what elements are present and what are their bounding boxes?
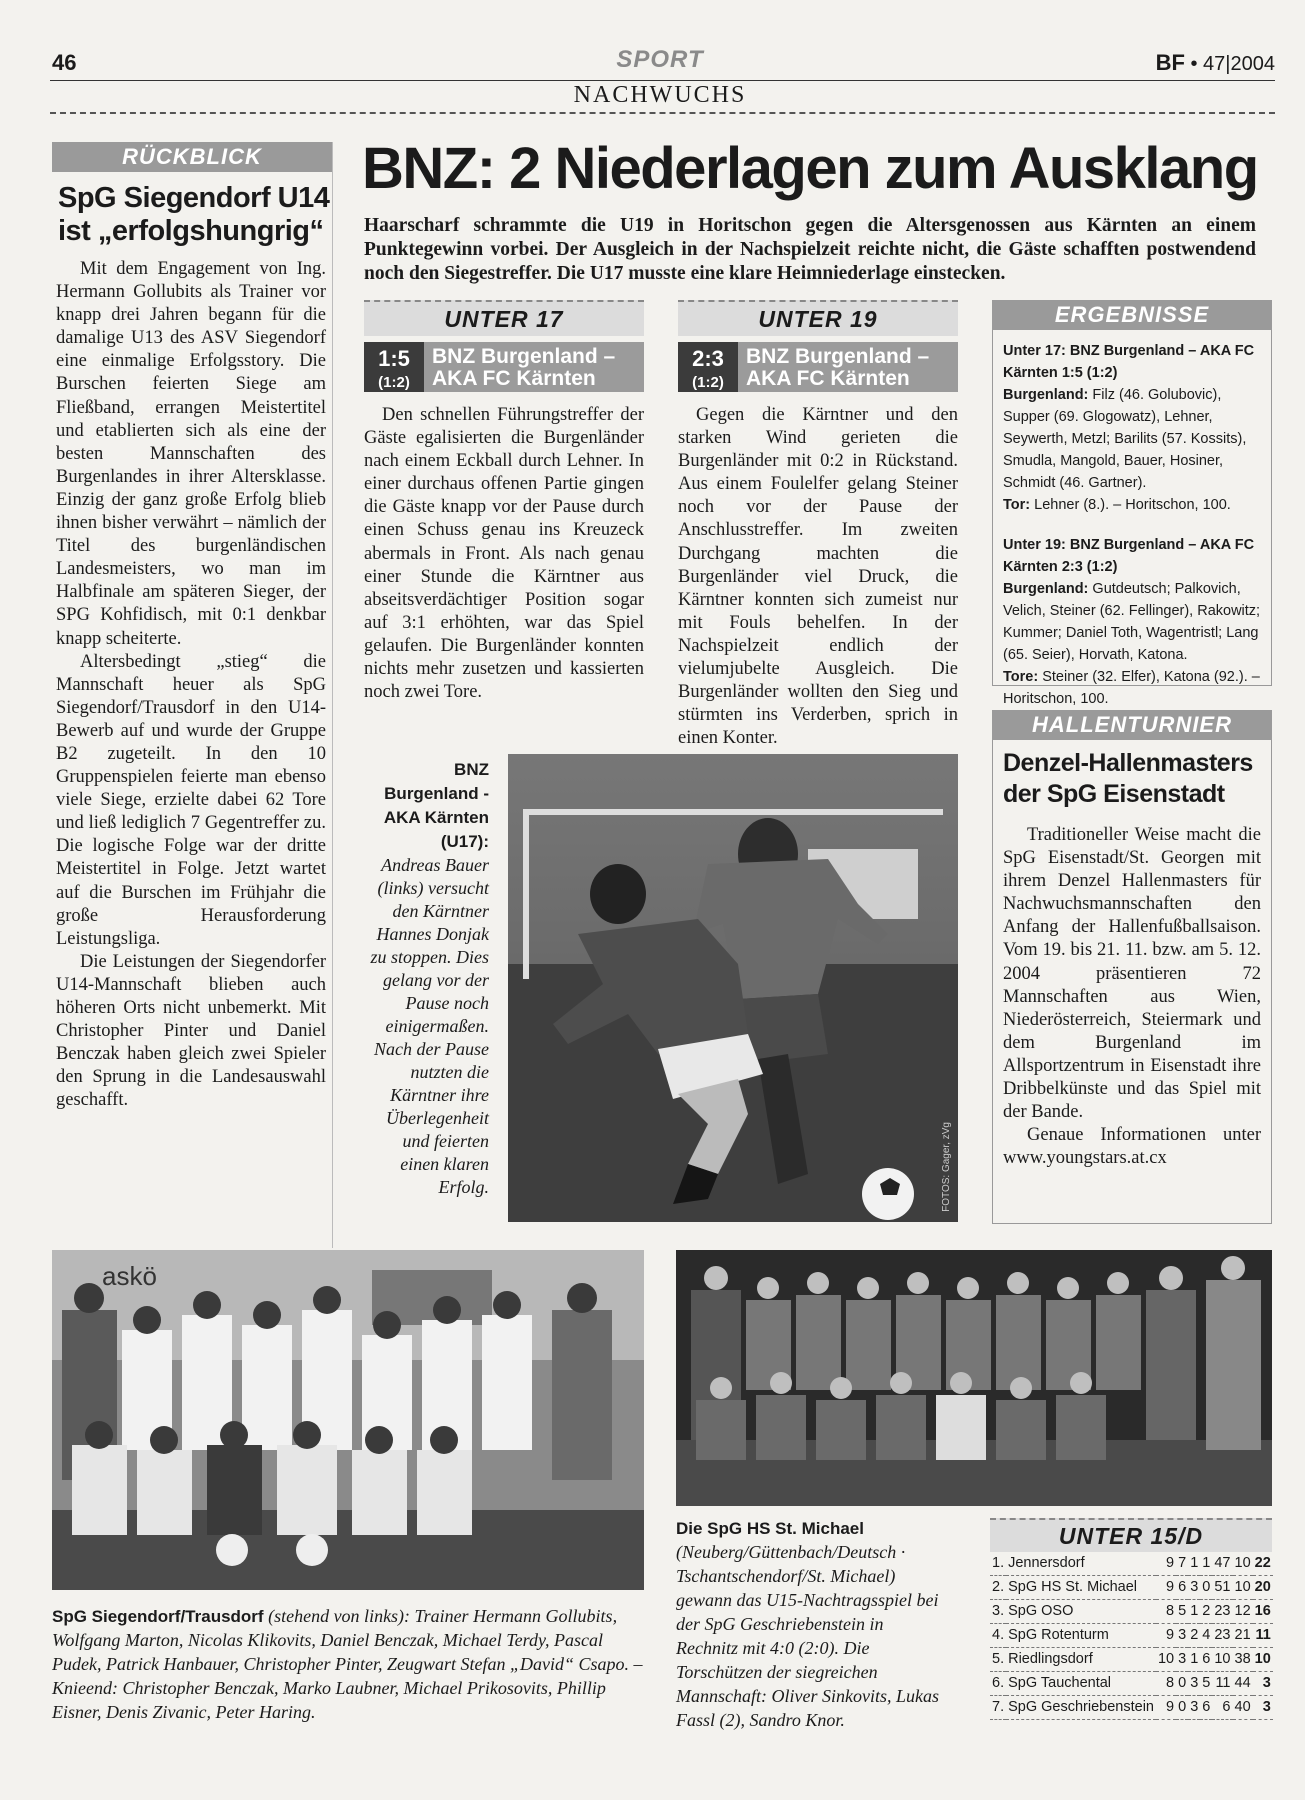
u19-team-line1: BNZ Burgenland – [746, 345, 930, 368]
u19-halftime: (1:2) [692, 374, 724, 391]
u19-results [1003, 534, 1261, 710]
match-photo [508, 754, 958, 1222]
team-caption-st-michael-text: (Neuberg/Güttenbach/Deutsch · Tschantschendorf/St. Michael) gewann das U15-Nachtragsspiel bei der SpG Geschriebenstein in Rechnitz mit 4:0 (2:0). Die Torschützen der siegreichen Mannschaft: Oliver Sinkovits, Lukas Fassl (2), Sandro Knor. [676, 1542, 939, 1730]
match-photo-image [508, 754, 958, 1222]
standings-team: Riedlingsdorf [1006, 1648, 1156, 1672]
hallen-title-line1: Denzel-Hallenmasters [1003, 749, 1253, 777]
u19-lineup: Gutdeutsch; Palkovich, Velich, Steiner (62. Fellinger), Rakowitz; Kummer; Daniel Toth, Wagentristl; Lang (65. Seier), Horvath, Katona. [1003, 581, 1261, 663]
standings-team: Jennersdorf [1006, 1552, 1156, 1576]
u17-halftime: (1:2) [378, 374, 410, 391]
standings-rank: 3. [990, 1600, 1006, 1624]
standings-points: 3 [1253, 1696, 1273, 1720]
standings-wins: 3 [1176, 1624, 1188, 1648]
u17-goals: Lehner (8.). – Horitschon, 100. [1034, 497, 1231, 513]
u19-goals-label: Tore: [1003, 669, 1039, 685]
standings-row [990, 1600, 1273, 1624]
standings-losses: 1 [1200, 1552, 1212, 1576]
u17-text [364, 404, 644, 704]
u17-heading: UNTER 17 [364, 300, 644, 336]
u17-scorebox [364, 342, 644, 392]
standings-draws: 3 [1188, 1696, 1200, 1720]
standings-goals-for: 51 [1212, 1576, 1232, 1600]
standings-goals-against: 40 [1233, 1696, 1253, 1720]
standings-row [990, 1624, 1273, 1648]
hallen-kicker: HALLENTURNIER [992, 710, 1272, 740]
standings-losses: 6 [1200, 1696, 1212, 1720]
main-deck: Haarscharf schrammte die U19 in Horitschon gegen die Altersgenossen aus Kärnten an einem Punktegewinn vorbei. Der Ausgleich in der Nachspielzeit reichte nicht, die Gäste schafften postwendend noch den Siegestreffer. Die U17 musste eine klare Heimniederlage einstecken. [364, 215, 1256, 284]
standings-team: SpG Tauchental [1006, 1672, 1156, 1696]
standings-wins: 7 [1176, 1552, 1188, 1576]
u19-team-line2: AKA FC Kärnten [746, 367, 910, 390]
header-dashed-rule [50, 112, 1275, 114]
standings-rank: 6. [990, 1672, 1006, 1696]
standings-games: 10 [1156, 1648, 1176, 1672]
standings-goals-against: 44 [1233, 1672, 1253, 1696]
u19-final-score: 2:3 [692, 346, 724, 371]
standings-rank: 5. [990, 1648, 1006, 1672]
standings-losses: 2 [1200, 1600, 1212, 1624]
standings-rank: 4. [990, 1624, 1006, 1648]
standings-wins: 0 [1176, 1672, 1188, 1696]
standings-row [990, 1648, 1273, 1672]
left-article-body [56, 258, 326, 1112]
left-paragraph: Altersbedingt „stieg“ die Mannschaft heuer als SpG Siegendorf/Trausdorf in den U14-Bewerb auf und wurde der Gruppe B2 zugeteilt. In den 10 Gruppenspielen feierte man ebenso viele Siege, erzielte dabei 62 Tore und ließ lediglich 7 Gegentreffer zu. Die logische Folge war der dritte Meistertitel in Folge. Jetzt wartet auf die Burschen im Frühjahr die große Herausforderung Leistungsliga. [56, 651, 326, 949]
u17-team-line2: AKA FC Kärnten [432, 367, 596, 390]
team-photo-st-michael [676, 1250, 1272, 1506]
standings-goals-against: 10 [1233, 1576, 1253, 1600]
standings-draws: 3 [1188, 1672, 1200, 1696]
results-heading: ERGEBNISSE [992, 300, 1272, 330]
page-number: 46 [52, 50, 77, 75]
left-paragraph: Die Leistungen der Siegendorfer U14-Mannschaft blieben auch höheren Orts nicht unbemerkt. Mit Christopher Pinter und Daniel Benczak haben gleich zwei Spieler den Sprung in die Landesauswahl geschafft. [56, 951, 326, 1111]
u17-column [364, 300, 644, 704]
standings-draws: 1 [1188, 1600, 1200, 1624]
standings-goals-for: 6 [1212, 1696, 1232, 1720]
standings-team: SpG Rotenturm [1006, 1624, 1156, 1648]
standings-box [990, 1518, 1272, 1720]
u17-goals-label: Tor: [1003, 497, 1031, 513]
standings-goals-for: 10 [1212, 1648, 1232, 1672]
standings-wins: 3 [1176, 1648, 1188, 1672]
hallen-article [992, 740, 1272, 1224]
standings-goals-for: 23 [1212, 1600, 1232, 1624]
standings-games: 9 [1156, 1576, 1176, 1600]
svg-text:askö: askö [102, 1261, 157, 1291]
standings-team: SpG HS St. Michael [1006, 1576, 1156, 1600]
u19-text [678, 404, 958, 750]
standings-points: 11 [1253, 1624, 1273, 1648]
u19-scorebox [678, 342, 958, 392]
standings-wins: 6 [1176, 1576, 1188, 1600]
standings-goals-against: 21 [1233, 1624, 1253, 1648]
u17-score [364, 342, 424, 392]
standings-row [990, 1552, 1273, 1576]
u19-column [678, 300, 958, 750]
left-article-title [58, 182, 332, 248]
standings-row [990, 1696, 1273, 1720]
publication-name: BF [1155, 50, 1185, 75]
team-photo-st-michael-image [676, 1250, 1272, 1506]
standings-row [990, 1672, 1273, 1696]
team-caption-siegendorf [52, 1604, 644, 1724]
standings-games: 8 [1156, 1672, 1176, 1696]
left-paragraph: Mit dem Engagement von Ing. Hermann Gollubits als Trainer vor knapp drei Jahren begann für die damalige U13 des ASV Siegendorf eine einmalige Erfolgsstory. Die Burschen feierten Siege am Fließband, errangen Meistertitel und etablierten sich als eine der besten Mannschaften des Burgenlandes in ihrer Altersklasse. Einzig der ganz große Erfolg blieb ihnen bisher verwährt – nämlich der Titel des burgenländischen Landesmeisters, wo man im Halbfinale am späteren Sieger, der SPG Kohfidisch, mit 0:1 denkbar knapp scheiterte. [56, 259, 326, 649]
u17-team-line1: BNZ Burgenland – [432, 345, 616, 368]
standings-points: 20 [1253, 1576, 1273, 1600]
standings-wins: 5 [1176, 1600, 1188, 1624]
standings-wins: 0 [1176, 1696, 1188, 1720]
team-caption-st-michael-title: Die SpG HS St. Michael [676, 1519, 864, 1538]
u19-teams [738, 342, 958, 392]
hallen-info: Genaue Informationen unter www.youngstars.at.cx [1003, 1125, 1261, 1169]
photo-credit: FOTOS: Gager, zVg [941, 1122, 952, 1212]
standings-games: 8 [1156, 1600, 1176, 1624]
u17-final-score: 1:5 [378, 346, 410, 371]
standings-points: 10 [1253, 1648, 1273, 1672]
standings-team: SpG Geschriebenstein [1006, 1696, 1156, 1720]
left-kicker: RÜCKBLICK [52, 142, 332, 172]
standings-table [990, 1552, 1273, 1720]
u17-teams [424, 342, 644, 392]
u19-score [678, 342, 738, 392]
subsection-title: NACHWUCHS [573, 82, 747, 108]
u19-lineup-label: Burgenland: [1003, 581, 1089, 597]
standings-draws: 3 [1188, 1576, 1200, 1600]
standings-losses: 0 [1200, 1576, 1212, 1600]
issue-number: • 47|2004 [1190, 53, 1275, 75]
standings-goals-against: 12 [1233, 1600, 1253, 1624]
standings-heading: UNTER 15/D [990, 1518, 1272, 1552]
hallen-paragraph: Traditioneller Weise macht die SpG Eisenstadt/St. Georgen mit ihrem Denzel Hallenmasters für Nachwuchsmannschaften den Anfang der Hallenfußballsaison. Vom 19. bis 21. 11. bzw. am 5. 12. 2004 präsentieren 72 Mannschaften aus Wien, Niederösterreich, Steiermark und dem Burgenland im Allsportzentrum in Eisenstadt ihre Dribbelkünste und das Spiel mit der Bande. [1003, 825, 1261, 1123]
main-photo-caption [364, 758, 489, 1199]
results-content [993, 330, 1271, 710]
u19-goals: Steiner (32. Elfer), Katona (92.). – Horitschon, 100. [1003, 669, 1260, 707]
standings-team: SpG OSO [1006, 1600, 1156, 1624]
left-title-line1: SpG Siegendorf U14 [58, 182, 330, 214]
standings-goals-against: 38 [1233, 1648, 1253, 1672]
team-photo-siegendorf-image [52, 1250, 644, 1590]
standings-points: 3 [1253, 1672, 1273, 1696]
standings-games: 9 [1156, 1624, 1176, 1648]
team-caption-siegendorf-text: (stehend von links): Trainer Hermann Gollubits, Wolfgang Marton, Nicolas Klikovits, Daniel Benczak, Michael Terdy, Pascal Pudek, Patrick Hanbauer, Christopher Pinter, Zeugwart Stefan „David“ Csapo. – Knieend: Christopher Benczak, Marko Laubner, Michael Prikosovits, Phillip Eisner, Denis Zivanic, Peter Haring. [52, 1606, 643, 1722]
standings-draws: 2 [1188, 1624, 1200, 1648]
hallen-body [1003, 824, 1261, 1170]
hallen-title [1003, 748, 1271, 810]
results-box [992, 330, 1272, 707]
section-title: SPORT [616, 46, 704, 73]
standings-losses: 4 [1200, 1624, 1212, 1648]
team-photo-siegendorf [52, 1250, 644, 1590]
standings-goals-against: 10 [1233, 1552, 1253, 1576]
standings-rank: 7. [990, 1696, 1006, 1720]
left-title-line2: ist „erfolgshungrig“ [58, 215, 324, 247]
hallen-title-line2: der SpG Eisenstadt [1003, 780, 1225, 808]
standings-goals-for: 11 [1212, 1672, 1232, 1696]
u19-paragraph: Gegen die Kärntner und den starken Wind gerieten die Burgenländer mit 0:2 in Rückstand. Aus einem Foulelfer gelang Steiner noch vor der Pause der Anschlusstreffer. Im zweiten Durchgang machten die Burgenländer viel Druck, die Kärntner konnten sich zumeist nur mit Fouls behelfen. In der Nachspielzeit endlich der vielumjubelte Ausgleich. Die Burgenländer wollten den Sieg und stürmten ins Verderben, sprich in einen Konter. [678, 405, 958, 749]
standings-goals-for: 23 [1212, 1624, 1232, 1648]
u17-lineup: Filz (46. Golubovic), Supper (69. Glogowatz), Lehner, Seywerth, Metzl; Barilits (57. Kossits), Smudla, Mangold, Bauer, Hosiner, Schmidt (46. Gartner). [1003, 387, 1247, 491]
standings-games: 9 [1156, 1552, 1176, 1576]
standings-points: 22 [1253, 1552, 1273, 1576]
main-photo-caption-title: BNZ Burgenland - AKA Kärnten (U17): [383, 760, 489, 851]
standings-goals-for: 47 [1212, 1552, 1232, 1576]
u17-results-title: Unter 17: BNZ Burgenland – AKA FC Kärnten 1:5 (1:2) [1003, 343, 1255, 381]
left-article [52, 142, 333, 1248]
standings-losses: 6 [1200, 1648, 1212, 1672]
u19-heading: UNTER 19 [678, 300, 958, 336]
team-caption-st-michael [676, 1516, 946, 1732]
standings-rank: 1. [990, 1552, 1006, 1576]
standings-rank: 2. [990, 1576, 1006, 1600]
issue-info [1156, 50, 1275, 76]
standings-games: 9 [1156, 1696, 1176, 1720]
u17-results [1003, 340, 1261, 516]
main-photo-caption-text: Andreas Bauer (links) versucht den Kärntner Hannes Donjak zu stoppen. Dies gelang vor der Pause noch einigermaßen. Nach der Pause nutzten die Kärntner ihre Überlegenheit und feierten einen klaren Erfolg. [370, 855, 489, 1197]
u19-results-title: Unter 19: BNZ Burgenland – AKA FC Kärnten 2:3 (1:2) [1003, 537, 1255, 575]
team-caption-siegendorf-title: SpG Siegendorf/Trausdorf [52, 1607, 264, 1626]
standings-row [990, 1576, 1273, 1600]
standings-losses: 5 [1200, 1672, 1212, 1696]
standings-draws: 1 [1188, 1648, 1200, 1672]
standings-points: 16 [1253, 1600, 1273, 1624]
standings-draws: 1 [1188, 1552, 1200, 1576]
u17-lineup-label: Burgenland: [1003, 387, 1089, 403]
main-headline: BNZ: 2 Niederlagen zum Ausklang [362, 136, 1258, 201]
u17-paragraph: Den schnellen Führungstreffer der Gäste egalisierten die Burgenländer nach einem Eckball durch Lehner. In einer durchaus offenen Partie gingen die Gäste knapp vor der Pause durch einen Schuss genau ins Kreuzeck abermals in Front. Als nach genau einer Stunde die Kärntner aus abseitsverdächtiger Position sogar auf 3:1 erhöhten, war das Spiel gelaufen. Die Burgenländer konnten nichts mehr zusetzen und kassierten noch zwei Tore. [364, 405, 644, 703]
header-rule [50, 80, 1275, 81]
